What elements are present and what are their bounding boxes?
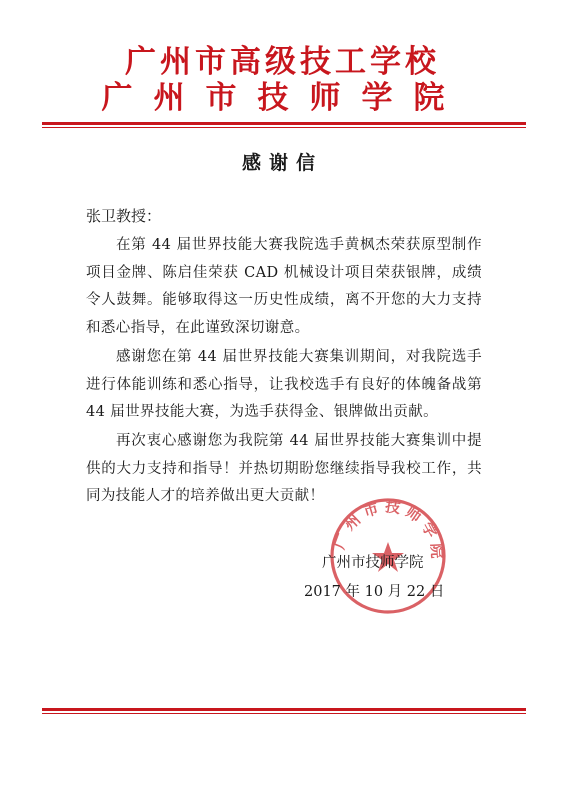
header-divider-thin <box>42 127 526 128</box>
footer-divider-thin <box>42 713 526 714</box>
seal-arc-text: 广州市技师学院 <box>330 497 447 564</box>
body-paragraph-3: 再次衷心感谢您为我院第 44 届世界技能大赛集训中提供的大力支持和指导！并热切期盼您继续指导我校工作，共同为技能人才的培养做出更大贡献！ <box>86 433 482 504</box>
document-title: 感谢信 <box>241 152 323 174</box>
footer-divider-thick <box>42 708 526 711</box>
letterhead <box>0 44 565 116</box>
letterhead-school-name: 广州市高级技工学校 <box>125 44 440 80</box>
signature-date: 2017 年 10 月 22 日 <box>304 584 445 600</box>
body-paragraph-1: 在第 44 届世界技能大赛我院选手黄枫杰荣获原型制作项目金牌、陈启佳荣获 CAD 机械设计项目荣获银牌，成绩令人鼓舞。能够取得这一历史性成绩，离不开您的大力支持和悉心指导，在此谨致深切谢意。 <box>86 237 482 336</box>
signature-organization: 广州市技师学院 <box>322 555 424 571</box>
header-divider-thick <box>42 122 526 125</box>
letterhead-institute-name: 广州市技师学院 <box>101 80 466 116</box>
body-paragraph-2: 感谢您在第 44 届世界技能大赛集训期间，对我院选手进行体能训练和悉心指导，让我校选手有良好的体魄备战第 44 届世界技能大赛，为选手获得金、银牌做出贡献。 <box>86 349 482 420</box>
signature-block <box>304 549 464 607</box>
salutation: 张卫教授： <box>86 207 162 225</box>
